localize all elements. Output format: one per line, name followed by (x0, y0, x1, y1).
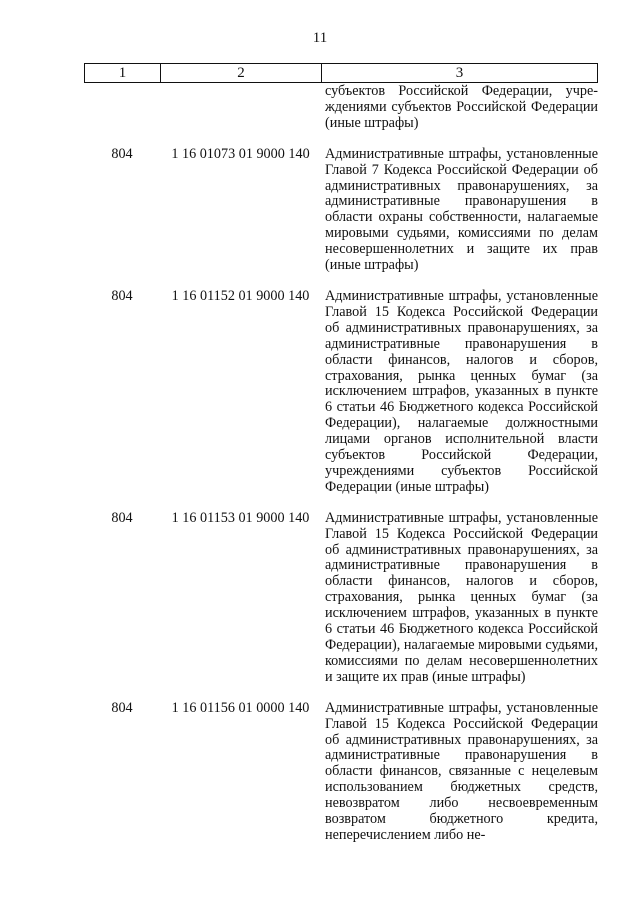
description-cell: Административные штрафы, установленные Главой 15 Кодекса Российской Федерации об административных правонарушениях, за административные правонарушения в области финансов, налогов и сборов, страхования, рынка ценных бумаг (за исключением штрафов, указанных в пункте 6 статьи 46 Бюджетного кодекса Российской Федерации), налагаемые должностными лицами органов исполнительной власти субъектов Российской Федерации, учреждениями субъектов Российской Федерации (иные штрафы) (325, 287, 598, 495)
table-header-col-1: 1 (85, 64, 161, 82)
table-row (84, 701, 598, 844)
budget-code-cell: 1 16 01152 01 9000 140 (171, 287, 310, 304)
budget-code-cell: 1 16 01153 01 9000 140 (171, 509, 310, 526)
admin-code-cell: 804 (111, 509, 133, 526)
table-row (84, 289, 598, 496)
description-cell: Административные штрафы, установленные Главой 15 Кодекса Российской Федерации об административных правонарушениях, за административные правонарушения в области финансов, связанные с нецелевым использованием бюджетных средств, невозвратом либо несвоевременным возвратом бюджетного кредита, неперечислением либо не- (325, 699, 598, 843)
table-body (84, 84, 598, 844)
table-header-row (84, 63, 598, 83)
admin-code-cell: 804 (111, 699, 133, 716)
table-row (84, 84, 598, 132)
description-cell: Административные штрафы, установленные Главой 15 Кодекса Российской Федерации об административных правонарушениях, за административные правонарушения в области финансов, налогов и сборов, страхования, рынка ценных бумаг (за исключением штрафов, указанных в пункте 6 статьи 46 Бюджетного кодекса Российской Федерации), налагаемые мировыми судьями, комиссиями по делам несовершеннолетних и защите их прав (иные штрафы) (325, 509, 598, 685)
budget-code-cell: 1 16 01073 01 9000 140 (171, 145, 310, 162)
table-row (84, 147, 598, 274)
admin-code-cell: 804 (111, 145, 133, 162)
table-header-col-3: 3 (455, 65, 464, 81)
table-row (84, 511, 598, 686)
table-header-col-2: 2 (161, 64, 322, 82)
admin-code-cell (84, 84, 160, 132)
description-cell: субъектов Российской Федерации, учреждениями субъектов Российской Федерации (иные штрафы) (325, 83, 598, 131)
budget-code-cell: 1 16 01156 01 0000 140 (171, 699, 310, 716)
budget-code-cell (160, 84, 321, 132)
description-cell: Административные штрафы, установленные Главой 7 Кодекса Российской Федерации об административных правонарушениях, за административные правонарушения в области охраны собственности, налагаемые мировыми судьями, комиссиями по делам несовершеннолетних и защите их прав (иные штрафы) (325, 145, 598, 274)
admin-code-cell: 804 (111, 287, 133, 304)
page-number: 11 (312, 30, 328, 46)
